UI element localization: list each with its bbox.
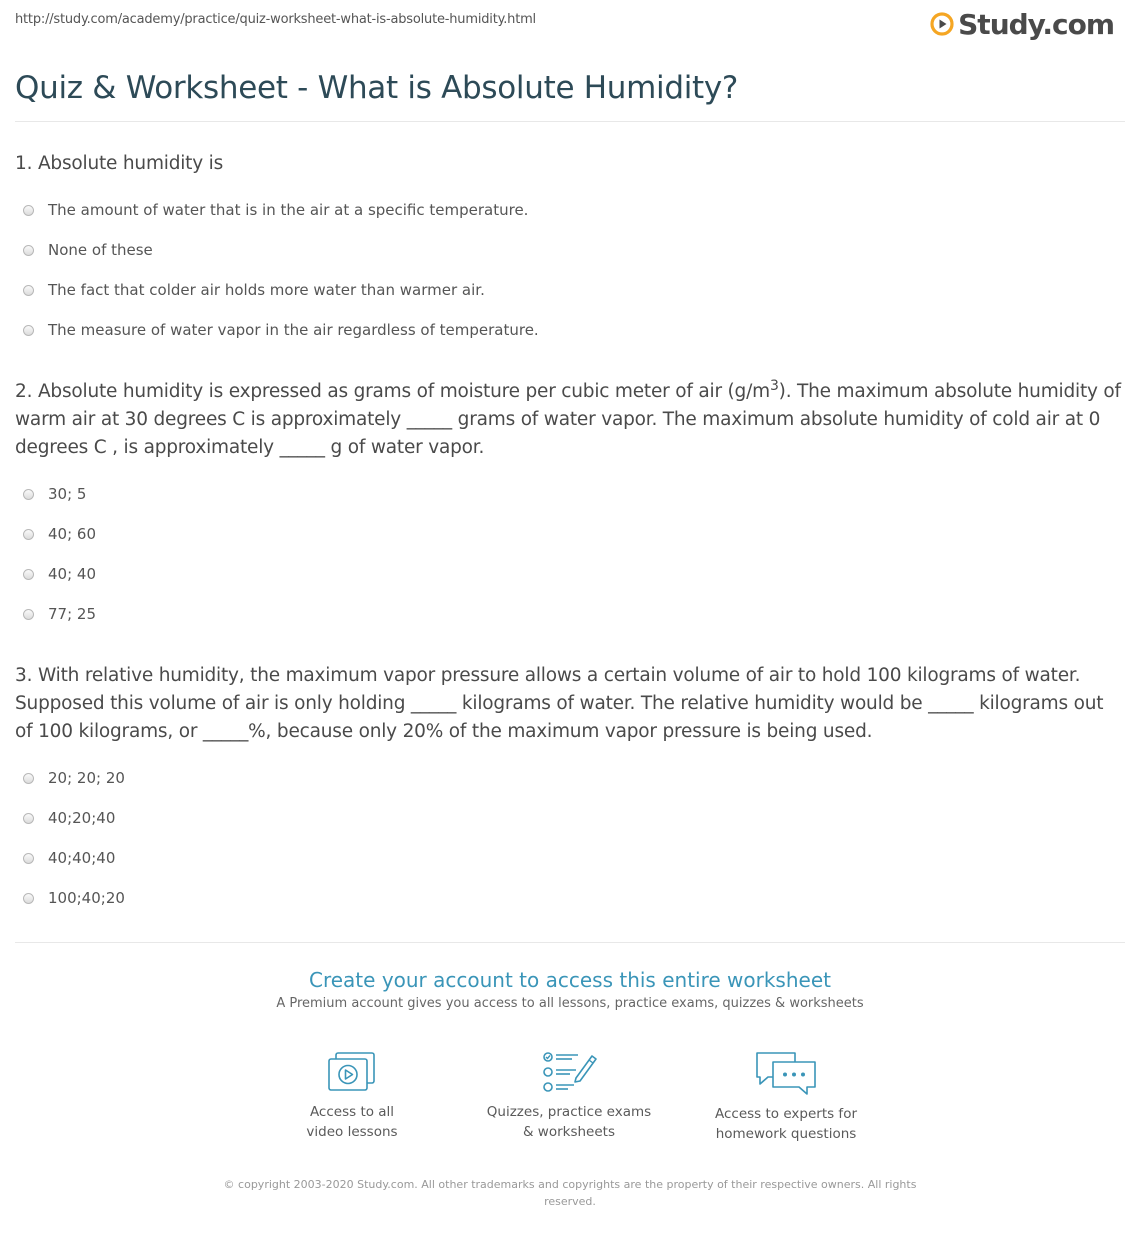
video-lessons-icon (326, 1050, 378, 1094)
question-text: 1. Absolute humidity is (15, 153, 224, 174)
radio-button[interactable] (23, 569, 34, 580)
answer-option[interactable] (15, 310, 1125, 350)
page-title: Quiz & Worksheet - What is Absolute Humidity? (15, 70, 739, 106)
answer-option[interactable] (15, 554, 1125, 594)
radio-button[interactable] (23, 893, 34, 904)
feature-experts (686, 1050, 886, 1144)
feature-label: Access to experts for homework questions (714, 1106, 857, 1142)
question-1 (15, 150, 1125, 350)
feature-label: Access to all video lessons (306, 1104, 398, 1140)
answer-label: 100;40;20 (48, 889, 125, 907)
copyright-notice: © copyright 2003-2020 Study.com. All other trademarks and copyrights are the property of their respective owners. All rights reserved. (223, 1178, 917, 1208)
answer-option[interactable] (15, 514, 1125, 554)
question-2 (15, 378, 1125, 634)
cta-subtitle: A Premium account gives you access to all lessons, practice exams, quizzes & worksheets (276, 996, 864, 1011)
logo-text: Study.com (958, 7, 1114, 41)
answer-list (15, 474, 1125, 634)
radio-button[interactable] (23, 529, 34, 540)
study-logo[interactable] (930, 6, 1114, 42)
feature-quizzes (469, 1050, 669, 1142)
radio-button[interactable] (23, 205, 34, 216)
radio-button[interactable] (23, 813, 34, 824)
radio-button[interactable] (23, 245, 34, 256)
play-circle-icon (930, 12, 954, 36)
quiz-checklist-icon (540, 1050, 598, 1094)
question-list (15, 150, 1125, 946)
answer-label: 30; 5 (48, 485, 87, 503)
answer-option[interactable] (15, 798, 1125, 838)
page-url: http://study.com/academy/practice/quiz-worksheet-what-is-absolute-humidity.html (15, 12, 536, 27)
radio-button[interactable] (23, 325, 34, 336)
answer-label: None of these (48, 241, 153, 259)
radio-button[interactable] (23, 489, 34, 500)
answer-label: 40;20;40 (48, 809, 116, 827)
radio-button[interactable] (23, 773, 34, 784)
answer-option[interactable] (15, 758, 1125, 798)
question-text: 3. With relative humidity, the maximum vapor pressure allows a certain volume of air to hold 100 kilograms of water. Supposed this volume of air is only holding _____ kilograms of water. The relative humidity would be _____ kilograms out of 100 kilograms, or _____%, because only 20% of the maximum vapor pressure is being used. (15, 665, 1104, 742)
top-bar (0, 0, 1140, 48)
answer-label: The fact that colder air holds more water than warmer air. (48, 281, 485, 299)
answer-list (15, 190, 1125, 350)
answer-option[interactable] (15, 878, 1125, 918)
answer-option[interactable] (15, 190, 1125, 230)
title-divider (15, 121, 1125, 122)
answer-list (15, 758, 1125, 918)
feature-video-lessons (252, 1050, 452, 1142)
chat-bubbles-icon (754, 1050, 818, 1096)
cta-title-link[interactable]: Create your account to access this entire worksheet (309, 968, 831, 992)
answer-option[interactable] (15, 270, 1125, 310)
answer-label: 20; 20; 20 (48, 769, 125, 787)
radio-button[interactable] (23, 853, 34, 864)
answer-label: 40; 60 (48, 525, 96, 543)
radio-button[interactable] (23, 609, 34, 620)
feature-label: Quizzes, practice exams & worksheets (486, 1104, 652, 1140)
answer-option[interactable] (15, 594, 1125, 634)
section-divider (15, 942, 1125, 943)
answer-option[interactable] (15, 838, 1125, 878)
question-text: 2. Absolute humidity is expressed as grams of moisture per cubic meter of air $(g/m^3)$. The maximum absolute humidity of warm air at 30 degrees C is approximately _____ grams of water vapor. The maximum absolute humidity of cold air at 0 degrees C , is approximately _____ g of water vapor. (15, 377, 1121, 458)
radio-button[interactable] (23, 285, 34, 296)
answer-label: The amount of water that is in the air at a specific temperature. (48, 201, 529, 219)
signup-cta (0, 966, 1140, 1011)
answer-option[interactable] (15, 230, 1125, 270)
question-3 (15, 662, 1125, 918)
answer-label: The measure of water vapor in the air regardless of temperature. (48, 321, 539, 339)
answer-label: 40; 40 (48, 565, 96, 583)
answer-label: 40;40;40 (48, 849, 116, 867)
answer-label: 77; 25 (48, 605, 96, 623)
answer-option[interactable] (15, 474, 1125, 514)
